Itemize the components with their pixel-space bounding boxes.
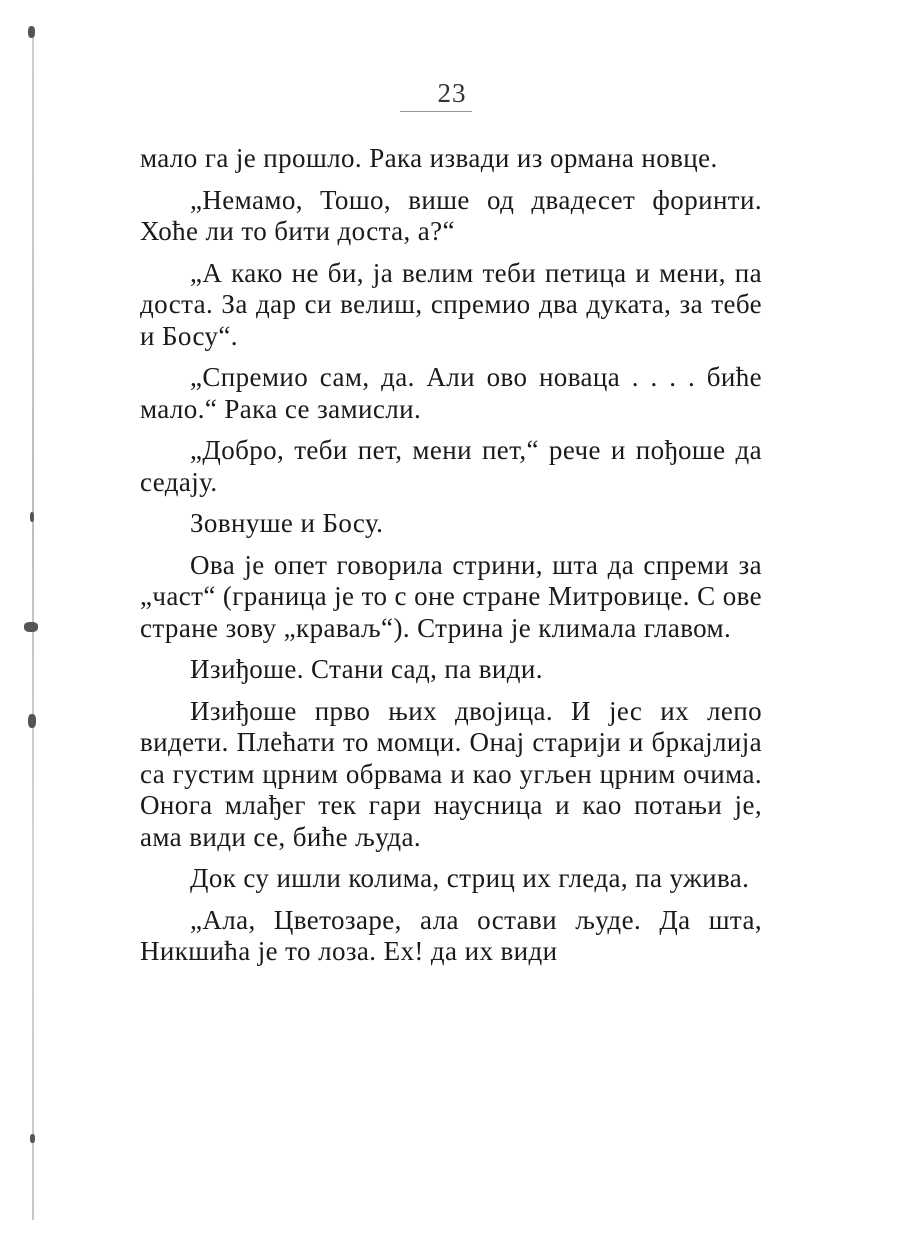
paragraph: Док су ишли колима, стриц их гледа, па ужива. [190, 863, 750, 893]
ink-speck [28, 26, 35, 38]
paragraph: Изиђоше прво њих двојица. И јес их лепо видети. Плећати то момци. Онај старији и бркајлија са густим црним обрвама и као угљен црним очима. Онога млађег тек гари наусница и као потањи је, ама види се, биће људа. [140, 695, 762, 852]
paragraph: „Добро, теби пет, мени пет,“ рече и пођоше да седају. [140, 435, 762, 497]
paragraph: „А како не би, ја велим теби петица и мени, па доста. За дар си велиш, спремио два дуката, за тебе и Босу“. [140, 257, 762, 351]
ink-speck [30, 512, 34, 522]
paragraph: „Спремио сам, да. Али ово новаца . . . . биће мало.“ Рака се замисли. [140, 362, 762, 424]
page-number: 23 [437, 78, 467, 108]
paragraph: „Ала, Цветозаре, ала остави људе. Да шта, Никшића је то лоза. Ех! да их види [140, 904, 762, 966]
page-number-rule [400, 111, 472, 112]
paragraph: Зовнуше и Босу. [190, 508, 384, 538]
ink-speck [28, 714, 36, 728]
paragraph: Изиђоше. Стани сад, па види. [190, 654, 543, 684]
paragraph: Ова је опет говорила стрини, шта да спреми за „част“ (граница је то с оне стране Митровице. С ове стране зову „краваљ“). Стрина је климала главом. [140, 549, 762, 643]
ink-speck [24, 622, 38, 632]
paragraph: мало га је прошло. Рака извади из ормана новце. [140, 143, 718, 173]
paragraph: „Немамо, Тошо, више од двадесет форинти. Хоће ли то бити доста, а?“ [140, 184, 762, 246]
body-text [140, 143, 762, 978]
ink-speck [30, 1134, 35, 1143]
